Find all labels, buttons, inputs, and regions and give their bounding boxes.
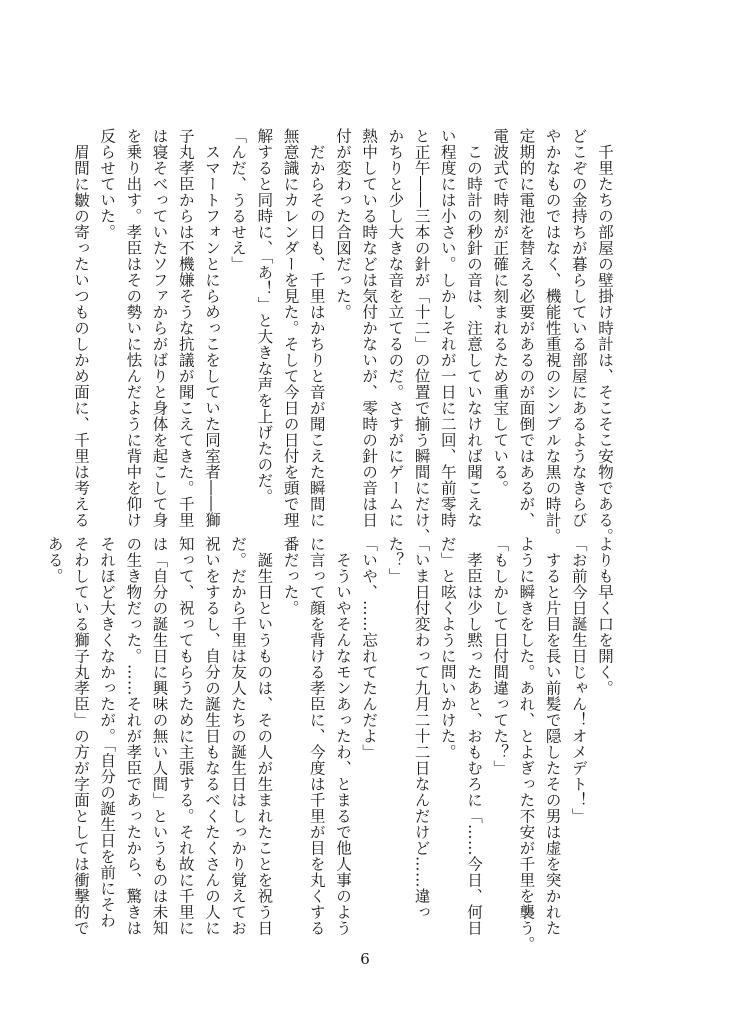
top-block-column: この時計の秒針の音は、注意していなければ聞こえな [464,128,483,528]
top-block-column: だからその日も、千里はかちりと音が聞こえた瞬間に [307,128,326,528]
bottom-block-column: に言って顔を背ける孝臣に、今度は千里が目を丸くする [307,536,326,936]
top-block-column: スマートフォンとにらめっこをしていた同室者――獅 [202,128,221,528]
bottom-block-column: よりも早く口を開く。 [596,536,614,696]
top-block-column: どこぞの金持ちが暮らしている部屋にあるようなきらび [569,128,588,528]
top-block-column: を乗り出す。孝臣はその勢いに怯んだように背中を仰け [124,128,143,528]
bottom-block-column: 番だった。 [281,536,300,616]
bottom-block-column: すると片目を長い前髪で隠したその男は虚を突かれた [543,536,562,936]
bottom-block-column: そういやそんなモンあったわ、とまるで他人事のよう [333,536,352,936]
bottom-block-column: ある。 [45,536,64,584]
top-block-column: い程度には小さい。しかしそれが一日に二回、午前零時 [438,128,457,528]
bottom-block-column: 「お前今日誕生日じゃん！オメデト！」 [569,536,588,824]
top-block-column: 眉間に皺の寄ったいつものしかめ面に、千里は考える [71,128,90,528]
top-block-column: かちりと少し大きな音を立てるのだ。さすがにゲームに [386,128,405,528]
bottom-block-column: だ。だから千里は友人たちの誕生日はしっかり覚えてお [229,536,248,936]
top-block-column: 子丸孝臣からは不機嫌そうな抗議が聞こえてきた。千里 [176,128,195,528]
bottom-block-column: ように瞬きをした。あれ、とよぎった不安が千里を襲う。 [517,536,536,952]
bottom-block-column: 孝臣は少し黙ったあと、おもむろに「……今日、何日 [464,536,483,936]
bottom-block-column: そわしている獅子丸孝臣」の方が字面としては衝撃的で [71,536,90,936]
bottom-block-column: だ」と呟くように問いかけた。 [438,536,457,760]
top-block-column: 電波式で時刻が正確に刻まれるため重宝している。 [491,128,510,496]
top-block-column: 千里たちの部屋の壁掛け時計は、そこそこ安物である。 [596,128,614,544]
bottom-block-column: 誕生日というものは、その人が生まれたことを祝う日 [255,536,274,936]
bottom-block-column: 「いま日付変わって九月二十二日なんだけど……違っ [412,536,431,920]
lower-text-block [42,536,618,952]
top-block-column: は寝そべっていたソファからがばりと身体を起こして身 [150,128,169,528]
top-block-column: 無意識にカレンダーを見た。そして今日の日付を頭で理 [281,128,300,528]
bottom-block-column: 知って、祝ってもらうために主張する。それ故に千里に [176,536,195,936]
top-block-column: 解すると同時に、「あ！」と大きな声を上げたのだ。 [255,128,274,505]
upper-text-block [68,128,618,544]
top-block-column: 反らせていた。 [98,128,117,240]
bottom-block-column: 祝いをするし、自分の誕生日もなるべくたくさんの人に [202,536,221,936]
top-block-column: やかなものではなく、機能性重視のシンプルな黒の時計。 [543,128,562,544]
bottom-block-column: は「自分の誕生日に興味の無い人間」というものは未知 [150,536,169,936]
top-block-column: 「んだ、うるせえ」 [229,128,248,272]
bottom-block-column: 「もしかして日付間違ってた？」 [491,536,510,776]
top-block-column: と正午――三本の針が「十二」の位置で揃う瞬間にだけ、 [412,128,431,544]
page-number: 6 [360,950,370,968]
bottom-block-column: それほど大きくなかったが。「自分の誕生日を前にそわ [98,536,117,929]
bottom-block-column: 「いや、……忘れてたんだよ」 [360,536,379,760]
bottom-block-column: た？」 [386,536,405,584]
top-block-column: 付が変わった合図だった。 [333,128,352,320]
top-block-column: 熱中している時などは気付かないが、零時の針の音は日 [360,128,379,528]
top-block-column: 定期的に電池を替える必要があるのが面倒ではあるが、 [517,128,536,528]
bottom-block-column: の生き物だった。……それが孝臣であったから、驚きは [124,536,143,936]
